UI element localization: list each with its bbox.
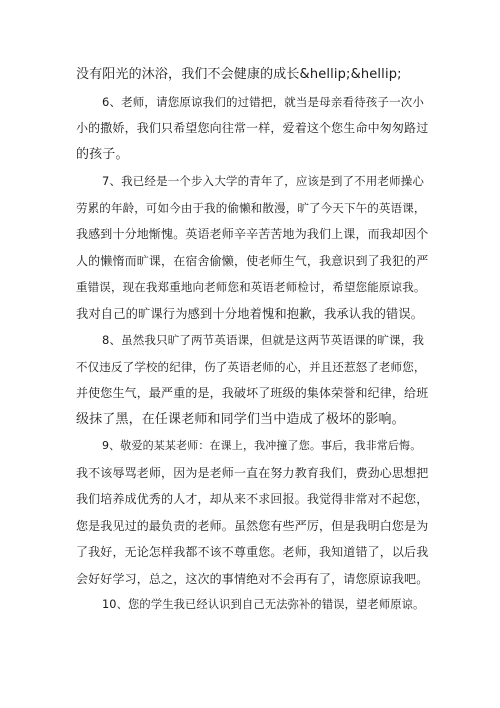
text-line: 您是我见过的最负责的老师。虽然您有些严厉，但是我明白您是为: [76, 518, 428, 533]
text-line: 9、敬爱的某某老师：在课上，我冲撞了您。事后，我非常后悔。: [102, 439, 422, 452]
text-line: 8、虽然我只旷了两节英语课，但就是这两节英语课的旷课，我: [102, 333, 425, 347]
text-line: 我对自己的旷课行为感到十分地着愧和抱歉，我承认我的错误。: [76, 306, 424, 321]
text-line: 小的撒娇，我们只希望您向往常一样，爱着这个您生命中匆匆路过: [76, 121, 428, 135]
text-line: 会好好学习，总之，这次的事情绝对不会再有了，请您原谅我吧。: [76, 571, 428, 586]
text-line: 我不该辱骂老师，因为是老师一直在努力教育我们，费劲心思想把: [76, 465, 428, 480]
text-line: 劳累的年龄，可如今由于我的偷懒和散漫，旷了今天下午的英语课，: [76, 200, 426, 215]
text-line: 人的懒惰而旷课，在宿舍偷懒，使老师生气，我意识到了我犯的严: [76, 253, 428, 268]
text-line: 6、老师，请您原谅我们的过错把，就当是母亲看待孩子一次小: [102, 94, 425, 109]
body-text: [76, 62, 428, 619]
text-line: 的孩子。: [76, 146, 129, 162]
text-line: 我感到十分地惭愧。英语老师辛辛苦苦地为我们上课，而我却因个: [76, 227, 428, 241]
text-line: 并使您生气，最严重的是，我破坏了班级的集体荣誉和纪律，给班: [76, 386, 428, 400]
text-line: 了我好，无论怎样我都不该不尊重您。老师，我知道错了，以后我: [76, 545, 428, 559]
text-line: 不仅违反了学校的纪律，伤了英语老师的心，并且还惹怒了老师您，: [76, 359, 426, 374]
text-line: 没有阳光的沐浴，我们不会健康的成长&hellip;&hellip;: [76, 67, 402, 82]
text-line: 我们培养成优秀的人才，却从来不求回报。我觉得非常对不起您，: [76, 492, 428, 506]
text-line: 级抹了黑，在任课老师和同学们当中造成了极坏的影响。: [76, 411, 405, 427]
text-line: 重错误，现在我郑重地向老师您和英语老师检讨，希望您能原谅我。: [76, 280, 426, 294]
text-line: 10、您的学生我已经认识到自己无法弥补的错误，望老师原谅。: [102, 598, 425, 611]
text-line: 7、我已经是一个步入大学的青年了，应该是到了不用老师操心: [102, 174, 425, 188]
